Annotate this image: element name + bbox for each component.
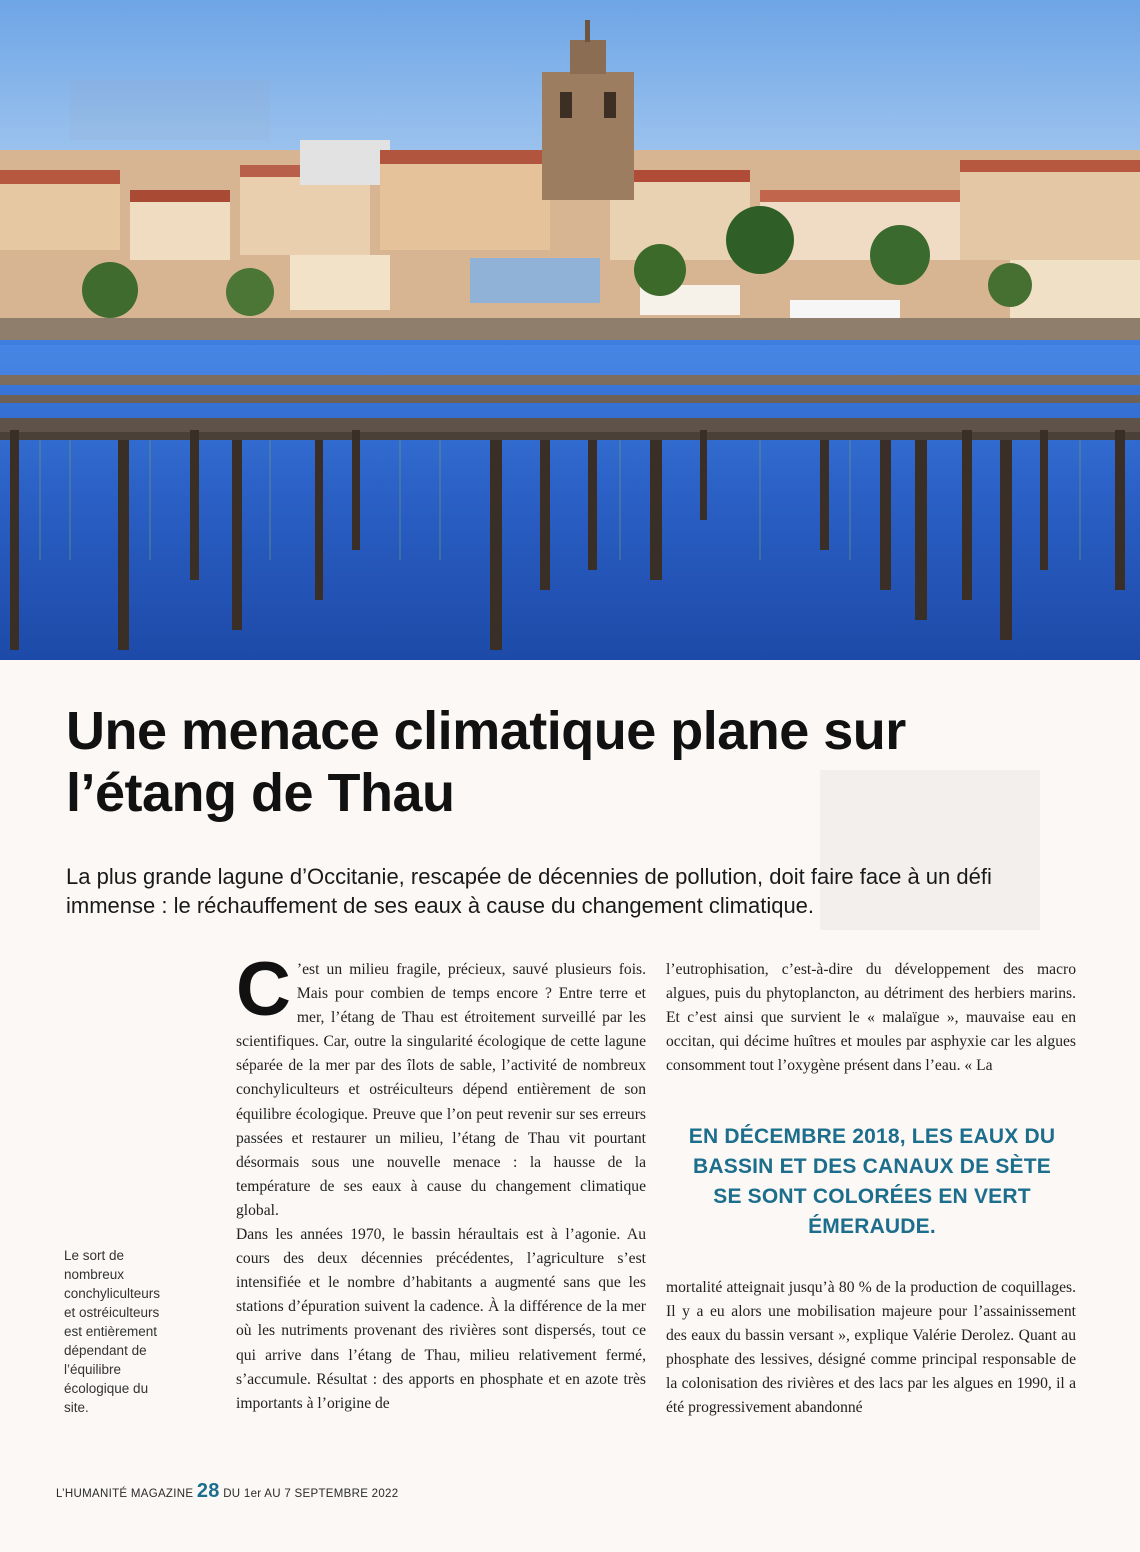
headline: Une menace climatique plane sur l’étang de Thau xyxy=(66,701,906,823)
body-column-2-continued xyxy=(666,1276,1076,1421)
bleed-through xyxy=(70,80,270,140)
body-column-2 xyxy=(666,958,1076,1078)
body-paragraph: Dans les années 1970, le bassin héraultais est à l’agonie. Au cours des deux décennies précédentes, l’agriculture s’est intensifiée et le nombre d’habitants a augmenté sans que les stations d’épuration suivent la cadence. À la différence de la mer où les nutriments provenant des rivières sont dispersés, tout ce qui arrive dans l’étang de Thau, milieu relativement fermé, s’accumule. Résultat : des apports en phosphate et en azote très importants à l’origine de xyxy=(236,1226,646,1412)
page-number: 28 xyxy=(196,1480,220,1502)
body-paragraph: l’eutrophisation, c’est-à-dire du développement des macro algues, puis du phytoplancton, au détriment des herbiers marins. Et c’est ainsi que survient le « malaïgue », mauvaise eau en occitan, qui décime huîtres et moules par asphyxie car les algues consomment tout l’oxygène présent dans l’eau. « La xyxy=(666,961,1076,1075)
pull-quote: EN DÉCEMBRE 2018, LES EAUX DU BASSIN ET DES CANAUX DE SÈTE SE SONT COLORÉES EN VERT ÉMERAUDE. xyxy=(688,1125,1056,1238)
body-column-1 xyxy=(236,947,646,1416)
drop-cap: C xyxy=(236,947,291,1032)
page-footer xyxy=(56,1480,398,1503)
magazine-name: L’HUMANITÉ MAGAZINE xyxy=(56,1488,194,1500)
standfirst: La plus grande lagune d’Occitanie, rescapée de décennies de pollution, doit faire face à un défi immense : le réchauffement de ses eaux à cause du changement climatique. xyxy=(66,864,992,918)
body-paragraph: mortalité atteignait jusqu’à 80 % de la production de coquillages. Il y a eu alors une mobilisation majeure pour l’assainissement des eaux du bassin versant », explique Valérie Derolez. Quant au phosphate des lessives, désigné comme principal responsable de la colonisation des rivières et des lacs par les algues en 1990, il a été progressivement abandonné xyxy=(666,1279,1076,1417)
photo-caption: Le sort de nombreux conchyliculteurs et ostréiculteurs est entièrement dépendant de l’équilibre écologique du site. xyxy=(64,1248,161,1415)
issue-date: DU 1er AU 7 SEPTEMBRE 2022 xyxy=(223,1488,399,1500)
body-paragraph: ’est un milieu fragile, précieux, sauvé plusieurs fois. Mais pour combien de temps encore ? Entre terre et mer, l’étang de Thau est étroitement surveillé par les scientifiques. Car, outre la singularité écologique de cette lagune séparée de la mer par des îlots de sable, l’activité de nombreux conchyliculteurs et ostréiculteurs dépend entièrement de son équilibre écologique. Preuve que l’on peut revenir sur ses erreurs passées et restaurer un milieu, l’étang de Thau vit pourtant désormais sous une nouvelle menace : la hausse de la température de ses eaux à cause du changement climatique global. xyxy=(236,961,646,1219)
